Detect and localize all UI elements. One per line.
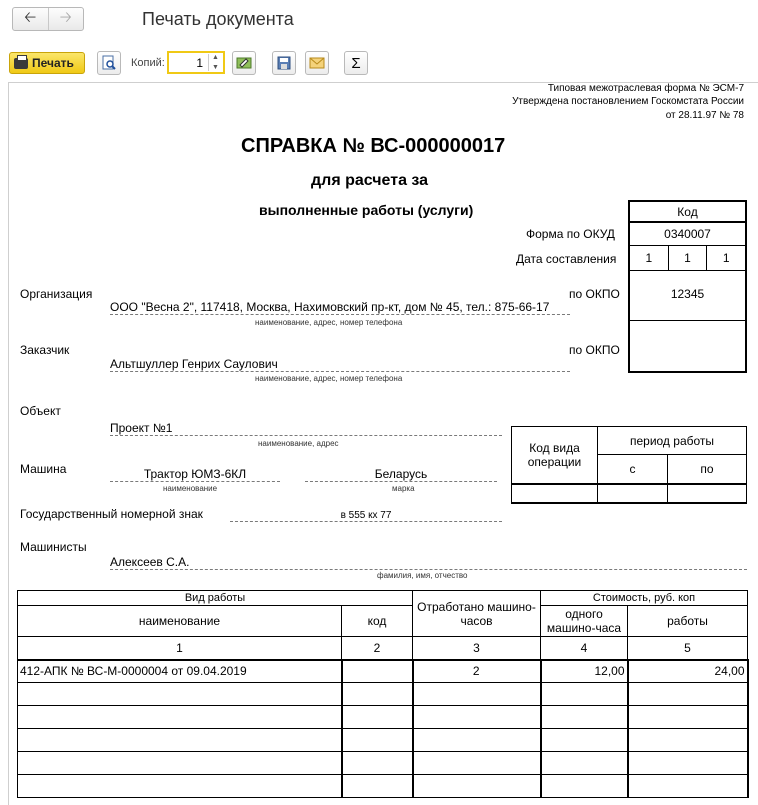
customer-okpo-label: по ОКПО [569,343,620,357]
date-label: Дата составления [516,252,617,266]
okud-value: 0340007 [630,221,745,245]
preview-icon [101,55,117,71]
period-label: период работы [598,427,746,455]
document-subtitle-2: выполненные работы (услуги) [259,202,474,218]
row-code [342,660,413,683]
customer-value: Альтшуллер Генрих Саулович [110,357,570,372]
period-to-label: по [700,462,714,476]
object-value: Проект №1 [110,421,502,436]
page-settings-button[interactable] [232,51,256,75]
operators-value: Алексеев С.А. [110,555,747,570]
back-button[interactable] [13,8,48,30]
toolbar [0,46,758,80]
date-cells [630,245,745,270]
row-total: 24,00 [628,660,748,683]
works-table [17,590,749,798]
op-code-label: Код вида операции [512,427,598,483]
org-okpo-value: 12345 [630,270,745,320]
spin-down-icon: ▼ [212,64,219,71]
table-row [18,683,748,706]
document-subtitle-1: для расчета за [311,172,429,189]
header-work: Вид работы [18,591,413,606]
operators-hint: фамилия, имя, отчество [377,571,468,580]
date-month: 1 [669,246,708,270]
okpo-label: по ОКПО [569,287,620,301]
code-box [628,200,747,373]
machine-name-hint: наименование [163,484,218,493]
customer-label: Заказчик [20,343,70,357]
machine-label: Машина [20,462,67,476]
copies-input[interactable] [167,51,225,74]
copies-value: 1 [196,55,203,70]
machine-brand-hint: марка [392,484,415,493]
sum-button[interactable] [344,51,368,75]
date-year: 1 [722,251,730,265]
forward-button[interactable] [48,8,84,30]
row-rate: 12,00 [541,660,628,683]
spin-up-icon: ▲ [212,54,219,61]
col-num-3: 3 [413,637,541,660]
preview-button[interactable] [97,51,121,75]
print-button-label: Печать [32,56,74,70]
org-label: Организация [20,287,93,301]
save-icon [276,55,292,71]
form-note-1: Типовая межотраслевая форма № ЭСМ-7 [547,83,744,94]
nav-buttons [12,7,84,31]
machine-name: Трактор ЮМЗ-6КЛ [110,467,280,482]
plate-value: в 555 кх 77 [230,510,502,522]
plate-label: Государственный номерной знак [20,507,203,521]
email-button[interactable] [305,51,329,75]
arrow-right-icon: 🡢 [59,8,72,26]
document-sheet [8,82,758,805]
header-cost: Стоимость, руб. коп [541,591,748,606]
col-num-1: 1 [18,637,342,660]
print-button[interactable] [9,52,85,74]
header-work-cost: работы [628,606,748,637]
org-hint: наименование, адрес, номер телефона [255,318,403,327]
header-one-hour: одного машино-часа [541,606,628,637]
operators-label: Машинисты [20,540,87,554]
col-num-2: 2 [342,637,413,660]
date-day: 1 [630,246,669,270]
copies-spinner[interactable] [208,54,222,71]
col-num-4: 4 [541,637,628,660]
table-row [18,775,748,798]
machine-brand: Беларусь [305,467,497,482]
period-from-label: с [598,455,668,483]
org-value: ООО "Весна 2", 117418, Москва, Нахимовский пр-кт, дом № 45, тел.: 875-66-17 [110,300,570,315]
table-row [18,752,748,775]
header-name: наименование [18,606,342,637]
printer-icon [14,58,28,69]
table-row [18,660,748,683]
settings-icon [236,55,252,71]
window-title: Печать документа [142,9,294,29]
customer-hint: наименование, адрес, номер телефона [255,374,403,383]
row-name: 412-АПК № ВС-М-0000004 от 09.04.2019 [18,660,342,683]
object-hint: наименование, адрес [258,439,339,448]
table-row [18,729,748,752]
form-note-2: Утверждена постановлением Госкомстата России [512,96,744,107]
operation-box [511,426,747,504]
email-icon [309,55,325,71]
okud-label: Форма по ОКУД [526,227,615,241]
arrow-left-icon: 🡠 [24,8,37,26]
sum-icon: Σ [351,54,361,72]
op-values-row [512,483,746,503]
header-hours: Отработано машино-часов [413,591,541,637]
title-bar [0,0,758,42]
row-hours: 2 [413,660,541,683]
copies-label: Копий: [131,57,165,69]
save-button[interactable] [272,51,296,75]
object-label: Объект [20,404,61,418]
form-note-3: от 28.11.97 № 78 [665,110,744,121]
table-row [18,706,748,729]
header-code: код [342,606,413,637]
col-num-5: 5 [628,637,748,660]
code-header: Код [677,204,698,219]
document-title: СПРАВКА № ВС-000000017 [241,135,506,157]
customer-okpo-value [630,320,745,373]
